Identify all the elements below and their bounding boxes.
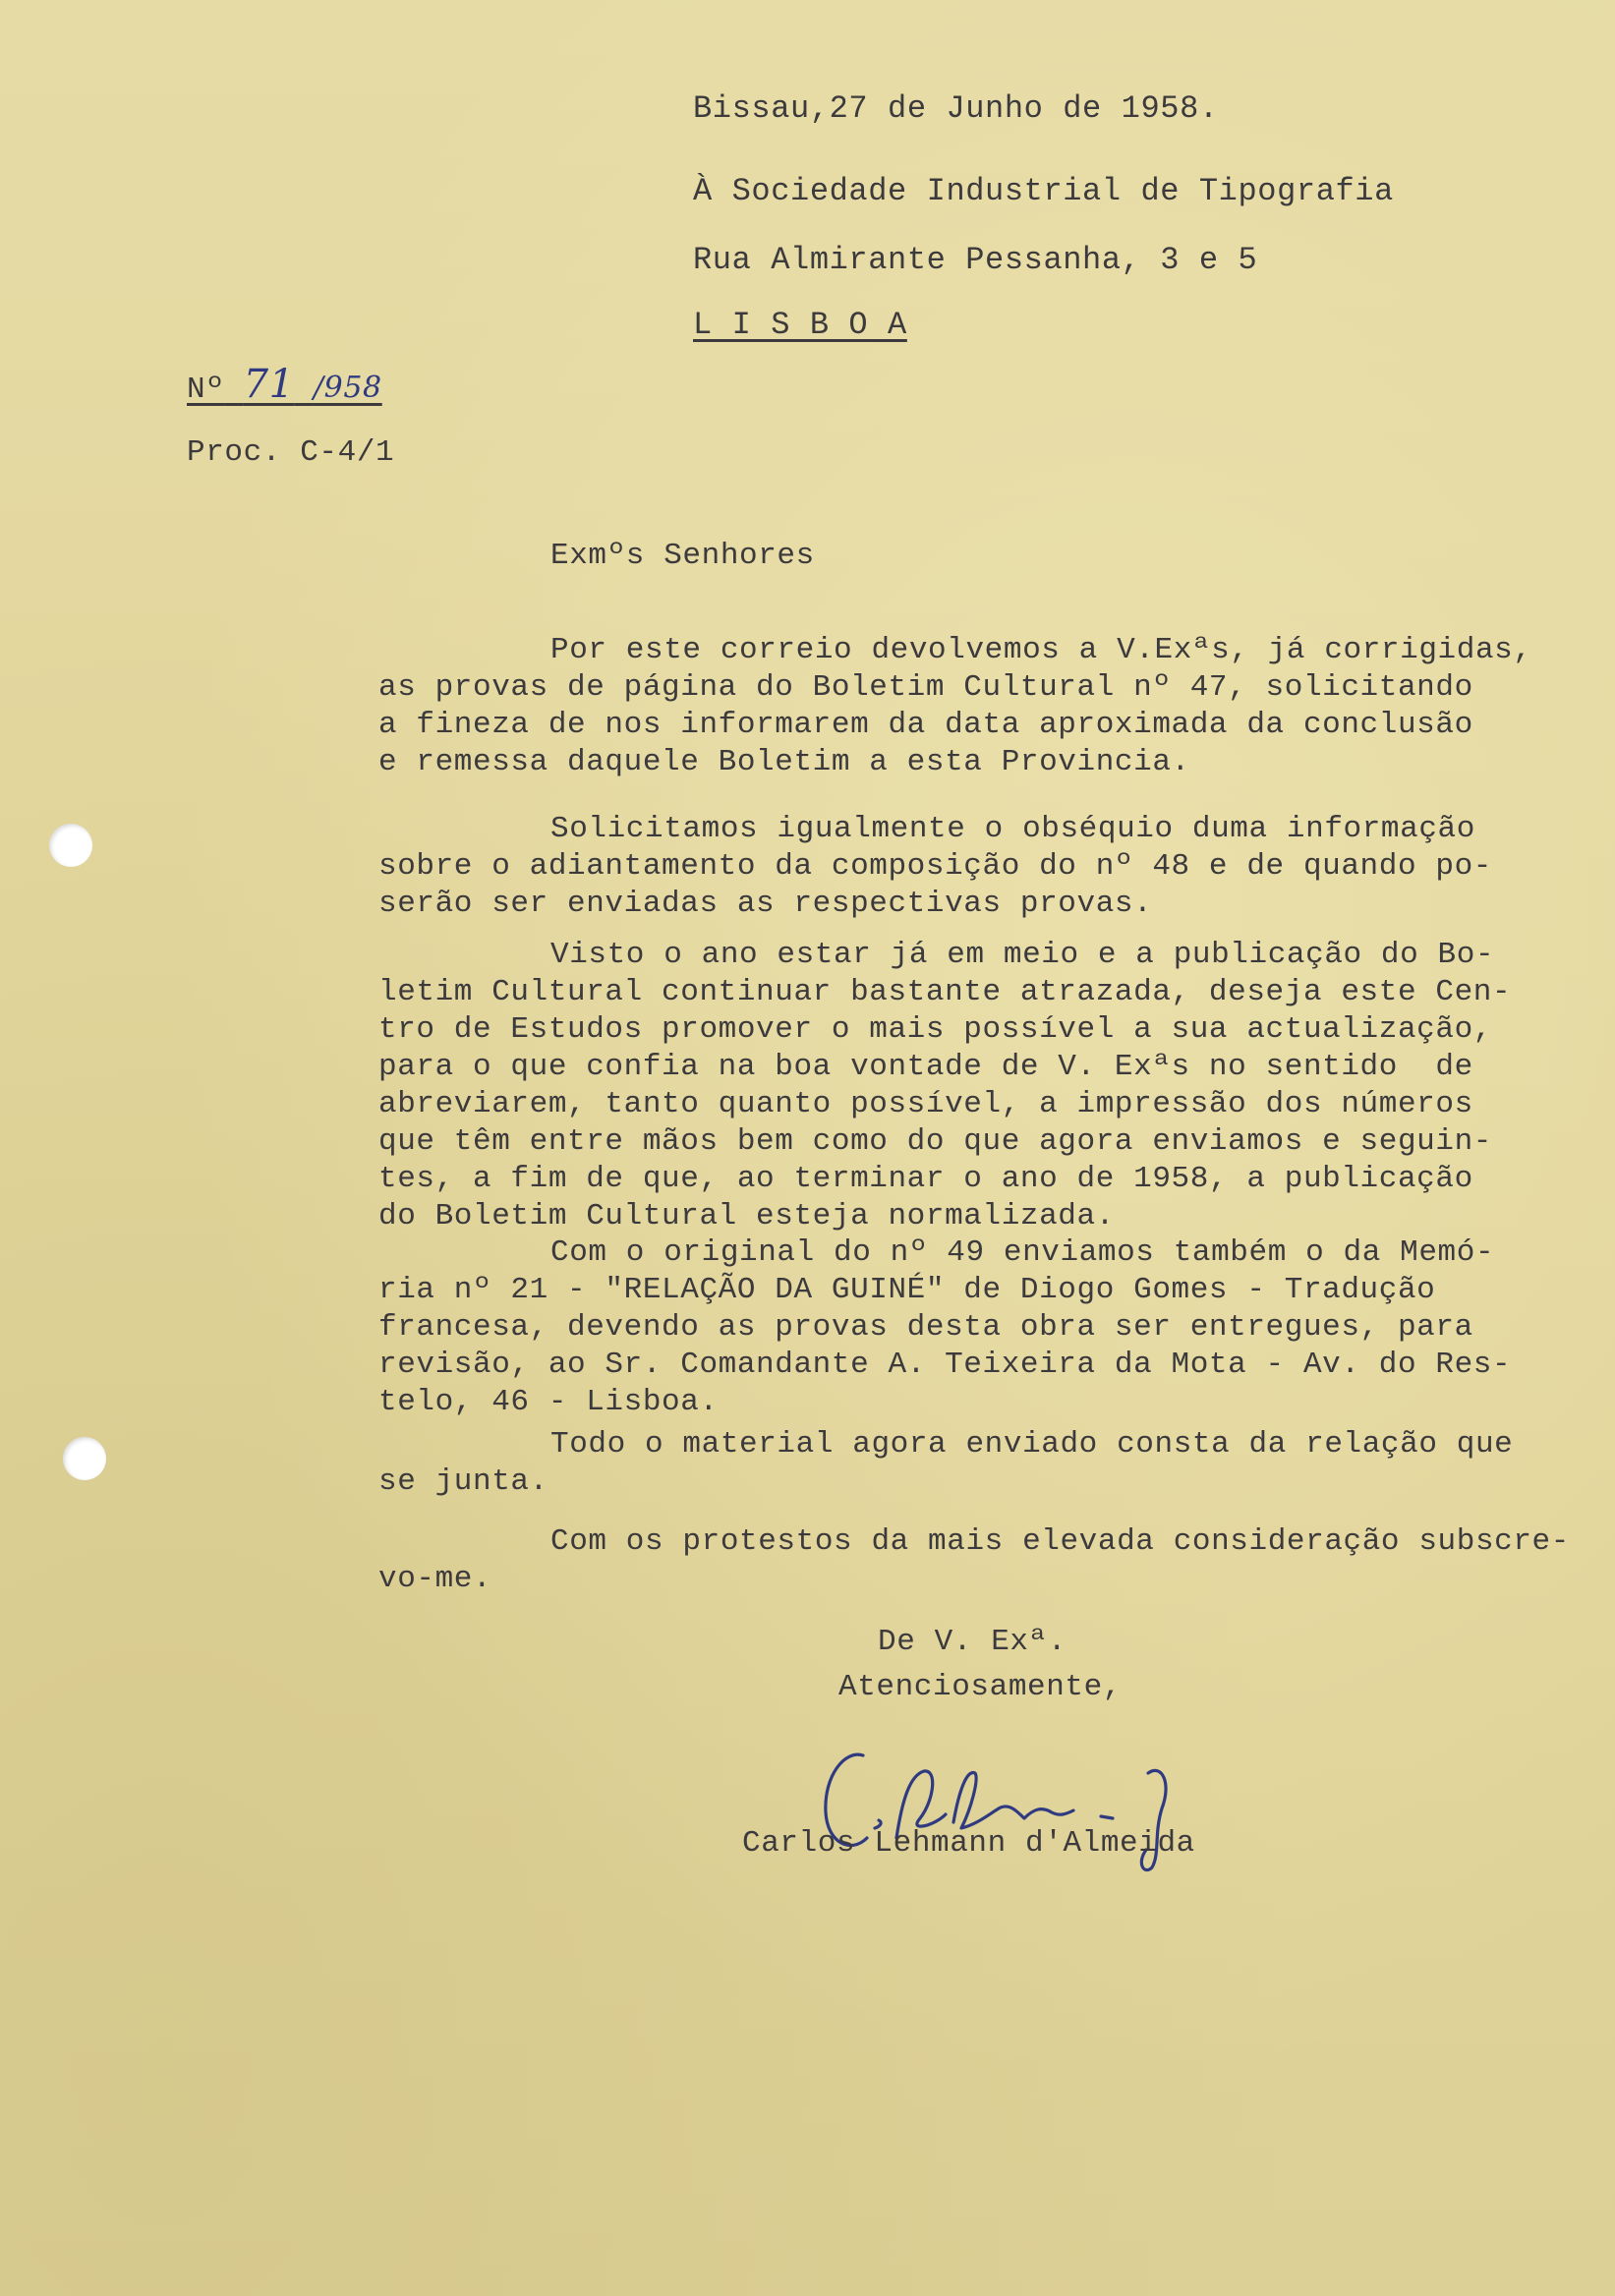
punch-hole-bottom xyxy=(63,1437,106,1480)
body-line: e remessa daquele Boletim a esta Provincia. xyxy=(378,745,1190,779)
addressee-line-1: À Sociedade Industrial de Tipografia xyxy=(693,173,1394,209)
body-line: Por este correio devolvemos a V.Exªs, já corrigidas, xyxy=(550,633,1532,667)
body-line: Solicitamos igualmente o obséquio duma informação xyxy=(550,812,1475,846)
body-line: sobre o adiantamento da composição do nº 48 e de quando po- xyxy=(378,849,1492,884)
reference-prefix: Nº xyxy=(187,373,225,407)
body-line: se junta. xyxy=(378,1464,548,1499)
body-line: letim Cultural continuar bastante atrazada, deseja este Cen- xyxy=(378,975,1512,1009)
body-line: telo, 46 - Lisboa. xyxy=(378,1385,719,1419)
body-line: ria nº 21 - "RELAÇÃO DA GUINÉ" de Diogo Gomes - Tradução xyxy=(378,1273,1436,1307)
body-line: abreviarem, tanto quanto possível, a impressão dos números xyxy=(378,1087,1473,1121)
body-line: que têm entre mãos bem como do que agora enviamos e seguin- xyxy=(378,1124,1492,1159)
body-line: revisão, ao Sr. Comandante A. Teixeira da Mota - Av. do Res- xyxy=(378,1348,1512,1382)
body-line: para o que confia na boa vontade de V. Exªs no sentido de xyxy=(378,1050,1473,1084)
closing-line-2: Atenciosamente, xyxy=(838,1670,1123,1704)
reference-year: /958 xyxy=(313,371,382,405)
body-line: serão ser enviadas as respectivas provas. xyxy=(378,887,1153,921)
body-line: Visto o ano estar já em meio e a publicação do Bo- xyxy=(550,938,1495,972)
body-line: tro de Estudos promover o mais possível a sua actualização, xyxy=(378,1012,1492,1047)
body-line: Com os protestos da mais elevada consideração subscre- xyxy=(550,1524,1570,1559)
reference-handwritten-number: 71 xyxy=(243,362,295,407)
body-line: tes, a fim de que, ao terminar o ano de 1958, a publicação xyxy=(378,1162,1473,1196)
punch-hole-top xyxy=(49,824,92,867)
place-date: Bissau,27 de Junho de 1958. xyxy=(693,90,1219,127)
salutation: Exmºs Senhores xyxy=(550,539,815,573)
body-line: Com o original do nº 49 enviamos também o da Memó- xyxy=(550,1235,1495,1270)
closing-line-1: De V. Exª. xyxy=(878,1625,1067,1659)
body-line: francesa, devendo as provas desta obra ser entregues, para xyxy=(378,1310,1473,1345)
process-reference: Proc. C-4/1 xyxy=(187,435,395,470)
addressee-line-2: Rua Almirante Pessanha, 3 e 5 xyxy=(693,242,1258,278)
body-line: Todo o material agora enviado consta da relação que xyxy=(550,1427,1514,1462)
body-line: do Boletim Cultural esteja normalizada. xyxy=(378,1199,1115,1234)
reference-number xyxy=(187,362,382,409)
body-line: a fineza de nos informarem da data aproximada da conclusão xyxy=(378,708,1473,742)
body-line: as provas de página do Boletim Cultural nº 47, solicitando xyxy=(378,670,1473,705)
signatory-name: Carlos Lehmann d'Almeida xyxy=(742,1826,1195,1861)
addressee-city: L I S B O A xyxy=(693,307,907,343)
body-line: vo-me. xyxy=(378,1562,492,1596)
